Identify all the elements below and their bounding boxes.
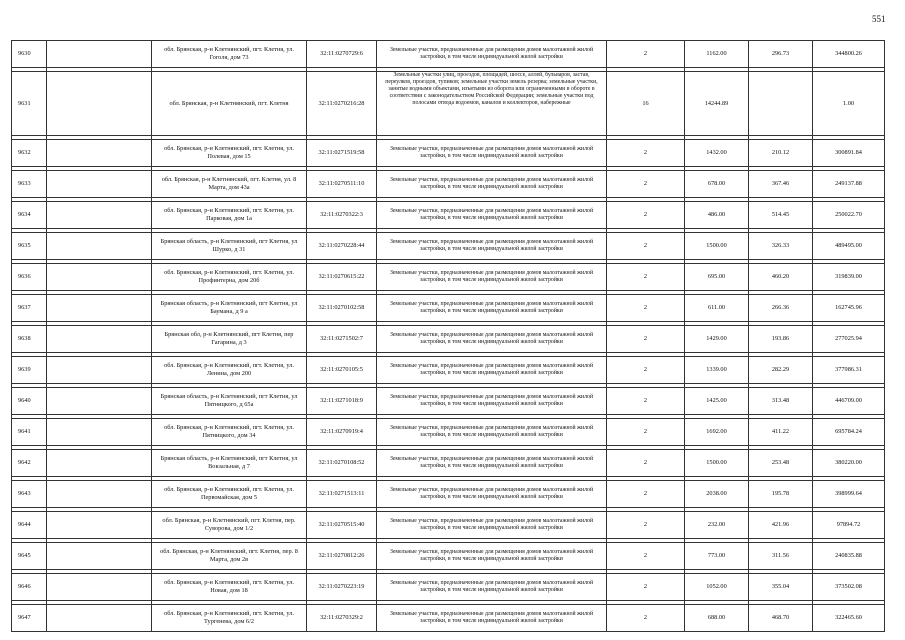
spacer-cell — [47, 512, 152, 539]
cadastral-value-cell: 344800.26 — [813, 41, 885, 68]
address-cell: обл. Брянская, р-н Клетнянский, пгт. Клетня, ул. 8 Марта, дом 43а — [152, 171, 307, 198]
cadastral-value-cell: 250022.70 — [813, 202, 885, 229]
cadastral-value-cell: 695784.24 — [813, 419, 885, 446]
group-cell: 2 — [607, 543, 685, 570]
address-cell: Брянская область, р-н Клетнянский, пгт Клетня, ул Пятницкого, д 65а — [152, 388, 307, 415]
row-number-cell: 9635 — [12, 233, 47, 260]
group-cell: 2 — [607, 41, 685, 68]
group-cell: 2 — [607, 264, 685, 291]
spacer-cell — [47, 72, 152, 136]
area-cell: 1052.00 — [685, 574, 749, 601]
group-cell: 2 — [607, 481, 685, 508]
group-cell: 16 — [607, 72, 685, 136]
cadastral-number-cell: 32:11:0270515:40 — [307, 512, 377, 539]
cadastral-value-cell: 240835.88 — [813, 543, 885, 570]
cadastral-number-cell: 32:11:0271519:58 — [307, 140, 377, 167]
spacer-cell — [47, 295, 152, 322]
area-cell: 486.00 — [685, 202, 749, 229]
table-row — [12, 264, 885, 291]
row-number-cell: 9636 — [12, 264, 47, 291]
spacer-cell — [47, 41, 152, 68]
address-cell: обл. Брянская, р-н Клетнянский, пгт. Клетня, ул. Первомайская, дом 5 — [152, 481, 307, 508]
group-cell: 2 — [607, 419, 685, 446]
land-use-cell: Земельные участки, предназначенные для размещения домов малоэтажной жилой застройки, в том числе индивидуальной жилой застройки — [377, 140, 607, 167]
spacer-cell — [47, 233, 152, 260]
table-row — [12, 41, 885, 68]
cadastral-value-cell: 377986.31 — [813, 357, 885, 384]
specific-value-cell: 296.73 — [749, 41, 813, 68]
group-cell: 2 — [607, 605, 685, 632]
group-cell: 2 — [607, 233, 685, 260]
cadastral-number-cell: 32:11:0270329:2 — [307, 605, 377, 632]
address-cell: обл. Брянская, р-н Клетнянский, пгт. Клетня, ул. Полевая, дом 15 — [152, 140, 307, 167]
cadastral-value-table — [11, 40, 885, 632]
spacer-cell — [47, 388, 152, 415]
row-number-cell: 9633 — [12, 171, 47, 198]
area-cell: 695.00 — [685, 264, 749, 291]
cadastral-number-cell: 32:11:0270216:28 — [307, 72, 377, 136]
row-number-cell: 9644 — [12, 512, 47, 539]
table-body — [12, 41, 885, 632]
spacer-cell — [47, 543, 152, 570]
land-use-cell: Земельные участки, предназначенные для размещения домов малоэтажной жилой застройки, в том числе индивидуальной жилой застройки — [377, 326, 607, 353]
cadastral-number-cell: 32:11:0270105:5 — [307, 357, 377, 384]
table-row — [12, 605, 885, 632]
land-use-cell: Земельные участки, предназначенные для размещения домов малоэтажной жилой застройки, в том числе индивидуальной жилой застройки — [377, 543, 607, 570]
area-cell: 232.00 — [685, 512, 749, 539]
spacer-cell — [47, 450, 152, 477]
cadastral-value-cell: 319839.00 — [813, 264, 885, 291]
table-row — [12, 450, 885, 477]
land-use-cell: Земельные участки, предназначенные для размещения домов малоэтажной жилой застройки, в том числе индивидуальной жилой застройки — [377, 41, 607, 68]
address-cell: обл. Брянская, р-н Клетнянский, пгт. Клетня, пер. Суворова, дом 1/2 — [152, 512, 307, 539]
spacer-cell — [47, 326, 152, 353]
table-row — [12, 357, 885, 384]
row-number-cell: 9632 — [12, 140, 47, 167]
cadastral-value-cell: 373502.08 — [813, 574, 885, 601]
table-row — [12, 543, 885, 570]
specific-value-cell: 253.48 — [749, 450, 813, 477]
cadastral-value-cell: 380220.00 — [813, 450, 885, 477]
group-cell: 2 — [607, 295, 685, 322]
table-row — [12, 233, 885, 260]
group-cell: 2 — [607, 326, 685, 353]
table-row — [12, 202, 885, 229]
spacer-cell — [47, 171, 152, 198]
land-use-cell: Земельные участки, предназначенные для размещения домов малоэтажной жилой застройки, в том числе индивидуальной жилой застройки — [377, 171, 607, 198]
row-number-cell: 9646 — [12, 574, 47, 601]
spacer-cell — [47, 357, 152, 384]
cadastral-value-cell: 489495.00 — [813, 233, 885, 260]
address-cell: Брянская область, р-н Клетнянский, пгт Клетня, ул Баумана, д 9 а — [152, 295, 307, 322]
table-row — [12, 388, 885, 415]
cadastral-value-cell: 398999.64 — [813, 481, 885, 508]
area-cell: 1425.00 — [685, 388, 749, 415]
cadastral-number-cell: 32:11:0270102:58 — [307, 295, 377, 322]
land-use-cell: Земельные участки улиц, проездов, площадей, шоссе, аллей, бульваров, застав, переулков, проездов, тупиков; земельные участки земель резерва; земельные участки, занятые водными объектами, изъятыми из оборота или ограниченными в обороте в соответствии с законодательством Российской Федерации; земельные участки под полосами отвода водоемов, каналов и коллекторов, набережные — [377, 72, 607, 136]
specific-value-cell: 313.48 — [749, 388, 813, 415]
table-row — [12, 171, 885, 198]
address-cell: обл. Брянская, р-н Клетнянский, пгт. Клетня, ул. Пятницкого, дом 34 — [152, 419, 307, 446]
cadastral-number-cell: 32:11:0270322:3 — [307, 202, 377, 229]
table-row — [12, 140, 885, 167]
specific-value-cell — [749, 72, 813, 136]
specific-value-cell: 514.45 — [749, 202, 813, 229]
group-cell: 2 — [607, 388, 685, 415]
specific-value-cell: 266.36 — [749, 295, 813, 322]
cadastral-number-cell: 32:11:0270228:44 — [307, 233, 377, 260]
address-cell: Брянская обл, р-н Клетнянский, пгт Клетня, пер Гагарина, д 3 — [152, 326, 307, 353]
land-use-cell: Земельные участки, предназначенные для размещения домов малоэтажной жилой застройки, в том числе индивидуальной жилой застройки — [377, 450, 607, 477]
table-row — [12, 295, 885, 322]
address-cell: обл. Брянская, р-н Клетнянский, пгт. Клетня, ул. Новая, дом 18 — [152, 574, 307, 601]
spacer-cell — [47, 605, 152, 632]
area-cell: 1429.00 — [685, 326, 749, 353]
specific-value-cell: 282.29 — [749, 357, 813, 384]
area-cell: 2038.00 — [685, 481, 749, 508]
land-use-cell: Земельные участки, предназначенные для размещения домов малоэтажной жилой застройки, в том числе индивидуальной жилой застройки — [377, 574, 607, 601]
row-number-cell: 9641 — [12, 419, 47, 446]
address-cell: обл. Брянская, р-н Клетнянский, пгт. Клетня, ул. Парковая, дом 1а — [152, 202, 307, 229]
group-cell: 2 — [607, 171, 685, 198]
land-use-cell: Земельные участки, предназначенные для размещения домов малоэтажной жилой застройки, в том числе индивидуальной жилой застройки — [377, 419, 607, 446]
cadastral-number-cell: 32:11:0270812:26 — [307, 543, 377, 570]
spacer-cell — [47, 419, 152, 446]
cadastral-number-cell: 32:11:0270729:6 — [307, 41, 377, 68]
cadastral-number-cell: 32:11:0270511:10 — [307, 171, 377, 198]
address-cell: обл. Брянская, р-н Клетнянский, пгт. Клетня, пер. 8 Марта, дом 2в — [152, 543, 307, 570]
group-cell: 2 — [607, 140, 685, 167]
area-cell: 688.00 — [685, 605, 749, 632]
row-number-cell: 9645 — [12, 543, 47, 570]
table-row — [12, 72, 885, 136]
cadastral-number-cell: 32:11:0270223:19 — [307, 574, 377, 601]
spacer-cell — [47, 574, 152, 601]
land-use-cell: Земельные участки, предназначенные для размещения домов малоэтажной жилой застройки, в том числе индивидуальной жилой застройки — [377, 264, 607, 291]
land-use-cell: Земельные участки, предназначенные для размещения домов малоэтажной жилой застройки, в том числе индивидуальной жилой застройки — [377, 512, 607, 539]
specific-value-cell: 367.46 — [749, 171, 813, 198]
cadastral-value-cell: 1.00 — [813, 72, 885, 136]
area-cell: 1432.00 — [685, 140, 749, 167]
area-cell: 1162.00 — [685, 41, 749, 68]
cadastral-value-cell: 162745.96 — [813, 295, 885, 322]
cadastral-number-cell: 32:11:0271018:9 — [307, 388, 377, 415]
land-use-cell: Земельные участки, предназначенные для размещения домов малоэтажной жилой застройки, в том числе индивидуальной жилой застройки — [377, 295, 607, 322]
specific-value-cell: 311.56 — [749, 543, 813, 570]
specific-value-cell: 411.22 — [749, 419, 813, 446]
row-number-cell: 9630 — [12, 41, 47, 68]
spacer-cell — [47, 140, 152, 167]
area-cell: 773.00 — [685, 543, 749, 570]
row-number-cell: 9642 — [12, 450, 47, 477]
area-cell: 1339.00 — [685, 357, 749, 384]
land-use-cell: Земельные участки, предназначенные для размещения домов малоэтажной жилой застройки, в том числе индивидуальной жилой застройки — [377, 233, 607, 260]
row-number-cell: 9647 — [12, 605, 47, 632]
cadastral-value-cell: 277025.94 — [813, 326, 885, 353]
cadastral-value-cell: 97894.72 — [813, 512, 885, 539]
table-row — [12, 574, 885, 601]
specific-value-cell: 193.86 — [749, 326, 813, 353]
group-cell: 2 — [607, 202, 685, 229]
address-cell: обл. Брянская, р-н Клетнянский, пгт. Клетня, ул. Гоголя, дом 73 — [152, 41, 307, 68]
group-cell: 2 — [607, 512, 685, 539]
specific-value-cell: 468.70 — [749, 605, 813, 632]
address-cell: обл. Брянская, р-н Клетнянский, пгт. Клетня — [152, 72, 307, 136]
land-use-cell: Земельные участки, предназначенные для размещения домов малоэтажной жилой застройки, в том числе индивидуальной жилой застройки — [377, 481, 607, 508]
area-cell: 1692.00 — [685, 419, 749, 446]
group-cell: 2 — [607, 450, 685, 477]
cadastral-value-cell: 322465.60 — [813, 605, 885, 632]
group-cell: 2 — [607, 357, 685, 384]
spacer-cell — [47, 481, 152, 508]
table-row — [12, 481, 885, 508]
address-cell: обл. Брянская, р-н Клетнянский, пгт. Клетня, ул. Ленина, дом 200 — [152, 357, 307, 384]
row-number-cell: 9643 — [12, 481, 47, 508]
land-use-cell: Земельные участки, предназначенные для размещения домов малоэтажной жилой застройки, в том числе индивидуальной жилой застройки — [377, 605, 607, 632]
specific-value-cell: 195.78 — [749, 481, 813, 508]
page-number: 551 — [872, 14, 886, 24]
area-cell: 1500.00 — [685, 233, 749, 260]
spacer-cell — [47, 202, 152, 229]
table-row — [12, 326, 885, 353]
specific-value-cell: 421.96 — [749, 512, 813, 539]
address-cell: обл. Брянская, р-н Клетнянский, пгт. Клетня, ул. Тургенева, дом 6/2 — [152, 605, 307, 632]
specific-value-cell: 210.12 — [749, 140, 813, 167]
row-number-cell: 9638 — [12, 326, 47, 353]
land-use-cell: Земельные участки, предназначенные для размещения домов малоэтажной жилой застройки, в том числе индивидуальной жилой застройки — [377, 357, 607, 384]
row-number-cell: 9631 — [12, 72, 47, 136]
address-cell: обл. Брянская, р-н Клетнянский, пгт. Клетня, ул. Профинтерна, дом 20б — [152, 264, 307, 291]
land-use-cell: Земельные участки, предназначенные для размещения домов малоэтажной жилой застройки, в том числе индивидуальной жилой застройки — [377, 388, 607, 415]
row-number-cell: 9634 — [12, 202, 47, 229]
specific-value-cell: 326.33 — [749, 233, 813, 260]
cadastral-number-cell: 32:11:0271502:7 — [307, 326, 377, 353]
area-cell: 611.00 — [685, 295, 749, 322]
area-cell: 1500.00 — [685, 450, 749, 477]
row-number-cell: 9637 — [12, 295, 47, 322]
table-row — [12, 512, 885, 539]
cadastral-number-cell: 32:11:0271513:11 — [307, 481, 377, 508]
cadastral-value-cell: 446709.00 — [813, 388, 885, 415]
cadastral-number-cell: 32:11:0270615:22 — [307, 264, 377, 291]
cadastral-number-cell: 32:11:0270919:4 — [307, 419, 377, 446]
area-cell: 678.00 — [685, 171, 749, 198]
row-number-cell: 9639 — [12, 357, 47, 384]
cadastral-value-cell: 300891.84 — [813, 140, 885, 167]
area-cell: 14244.89 — [685, 72, 749, 136]
cadastral-number-cell: 32:11:0270108:52 — [307, 450, 377, 477]
land-use-cell: Земельные участки, предназначенные для размещения домов малоэтажной жилой застройки, в том числе индивидуальной жилой застройки — [377, 202, 607, 229]
group-cell: 2 — [607, 574, 685, 601]
spacer-cell — [47, 264, 152, 291]
table-row — [12, 419, 885, 446]
specific-value-cell: 460.20 — [749, 264, 813, 291]
row-number-cell: 9640 — [12, 388, 47, 415]
cadastral-value-cell: 249137.88 — [813, 171, 885, 198]
address-cell: Брянская область, р-н Клетнянский, пгт Клетня, ул Вокзальная, д 7 — [152, 450, 307, 477]
specific-value-cell: 355.04 — [749, 574, 813, 601]
address-cell: Брянская область, р-н Клетнянский, пгт Клетня, ул Шурко, д 31 — [152, 233, 307, 260]
